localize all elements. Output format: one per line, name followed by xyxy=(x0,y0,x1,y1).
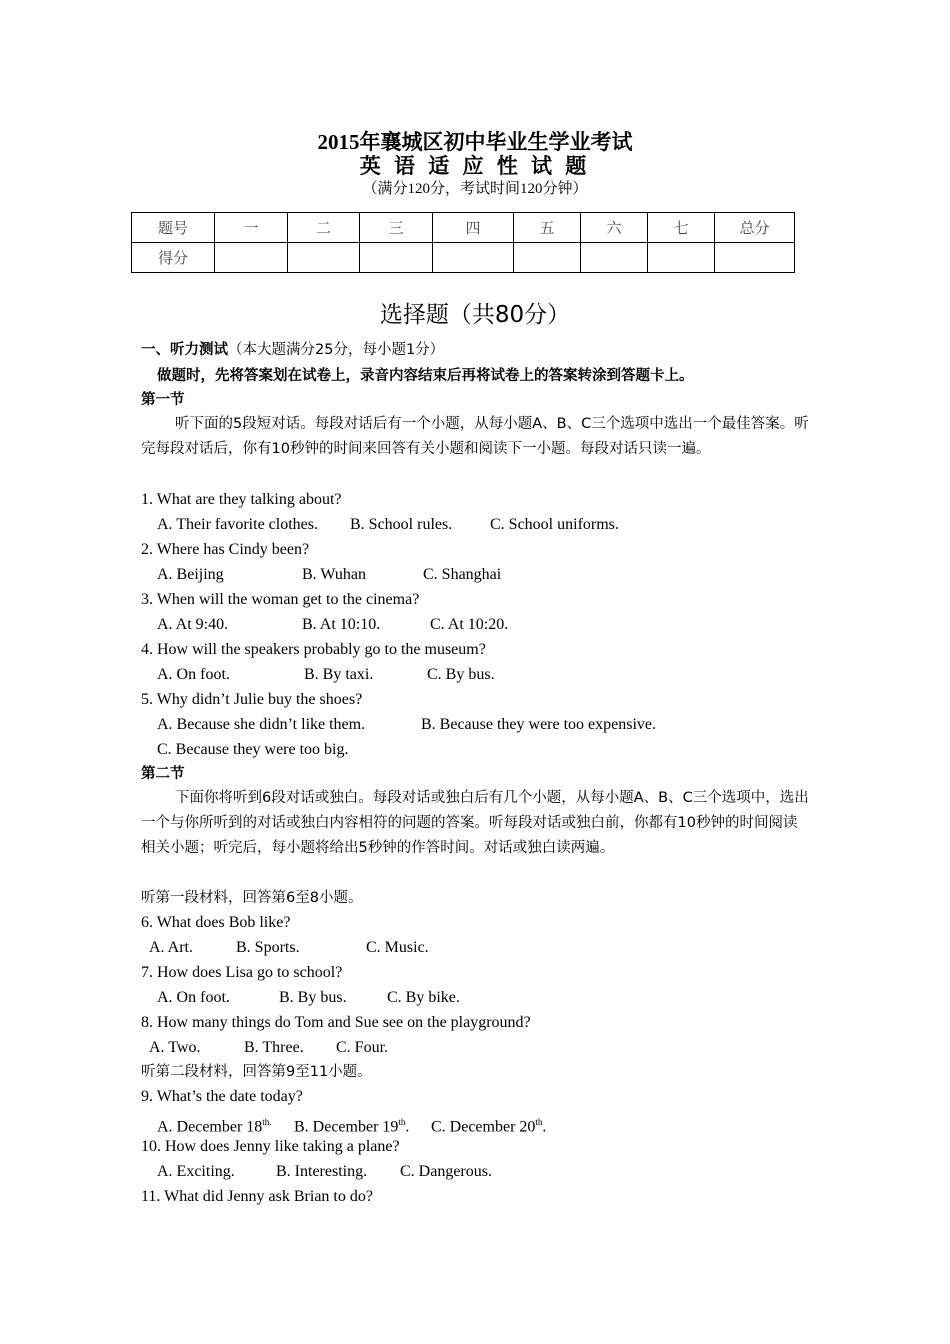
section-label: 第二节 xyxy=(141,766,185,782)
option-b: B. School rules. xyxy=(350,516,453,533)
score-cell xyxy=(514,243,581,273)
option-b: B. By taxi. xyxy=(304,666,374,683)
option-b: B. By bus. xyxy=(279,989,347,1006)
option-c: C. Shanghai xyxy=(423,566,502,583)
option-a: A. Beijing xyxy=(157,566,224,583)
option-a: A. Art. xyxy=(149,939,193,956)
option-a: A. Exciting. xyxy=(157,1163,235,1180)
question-text: 9. What’s the date today? xyxy=(141,1088,303,1105)
option-b: B. Three. xyxy=(244,1039,304,1056)
question-text: 10. How does Jenny like taking a plane? xyxy=(141,1138,400,1155)
material-label: 听第一段材料，回答第6至8小题。 xyxy=(141,890,363,906)
score-cell xyxy=(288,243,360,273)
section-title: 选择题（共80分） xyxy=(379,302,571,328)
option-b xyxy=(294,1112,409,1137)
ordinal-suffix: th. xyxy=(262,1117,272,1127)
score-table-cell: 七 xyxy=(648,213,715,243)
score-table-cell: 题号 xyxy=(132,213,215,243)
question-text: 11. What did Jenny ask Brian to do? xyxy=(141,1188,373,1205)
question-text: 8. How many things do Tom and Sue see on the playground? xyxy=(141,1014,531,1031)
option-a: A. Their favorite clothes. xyxy=(157,516,318,533)
option-c-text: C. December 20 xyxy=(431,1118,536,1136)
material-label: 听第二段材料，回答第9至11小题。 xyxy=(141,1064,372,1080)
score-row-label: 得分 xyxy=(132,243,215,273)
part-heading xyxy=(141,340,444,360)
score-table-cell: 三 xyxy=(360,213,433,243)
option-c xyxy=(431,1112,546,1137)
option-a: A. Because she didn’t like them. xyxy=(157,716,366,733)
instruction: 做题时，先将答案划在试卷上，录音内容结束后再将试卷上的答案转涂到答题卡上。 xyxy=(157,368,694,384)
option-c: C. At 10:20. xyxy=(430,616,509,633)
exam-subject-title: 英 语 适 应 性 试 题 xyxy=(359,154,591,178)
option-c: C. School uniforms. xyxy=(490,516,619,533)
option-c: C. Four. xyxy=(336,1039,389,1056)
option-c: C. Dangerous. xyxy=(400,1163,492,1180)
part-heading-note: （本大题满分25分，每小题1分） xyxy=(228,342,445,358)
option-b: B. At 10:10. xyxy=(302,616,381,633)
question-text: 4. How will the speakers probably go to the museum? xyxy=(141,641,486,658)
ordinal-suffix: th xyxy=(398,1117,406,1127)
option-b: B. Because they were too expensive. xyxy=(421,716,657,733)
option-b: B. Wuhan xyxy=(302,566,366,583)
score-table-cell: 二 xyxy=(288,213,360,243)
option-c-end: . xyxy=(542,1118,547,1136)
option-b-end: . xyxy=(405,1118,410,1136)
question-text: 2. Where has Cindy been? xyxy=(141,541,310,558)
score-table xyxy=(131,212,795,273)
exam-info: （满分120分，考试时间120分钟） xyxy=(362,181,588,197)
option-a-text: A. December 18 xyxy=(157,1118,263,1136)
option-b-text: B. December 19 xyxy=(294,1118,399,1136)
ordinal-suffix: th xyxy=(535,1117,543,1127)
score-table-cell: 一 xyxy=(215,213,288,243)
option-b: B. Interesting. xyxy=(276,1163,368,1180)
question-text: 1. What are they talking about? xyxy=(141,491,342,508)
score-cell xyxy=(433,243,514,273)
score-cell xyxy=(715,243,795,273)
option-c: C. Because they were too big. xyxy=(157,741,349,758)
score-table-score-row xyxy=(132,243,795,273)
section-directions: 听下面的5段短对话。每段对话后有一个小题，从每小题A、B、C三个选项中选出一个最佳答案。听完每段对话后，你有10秒钟的时间来回答有关小题和阅读下一小题。每段对话只读一遍。 xyxy=(141,416,809,457)
score-table-cell: 四 xyxy=(433,213,514,243)
option-c: C. By bus. xyxy=(427,666,495,683)
option-a: A. Two. xyxy=(149,1039,201,1056)
score-table-cell: 六 xyxy=(581,213,648,243)
option-c: C. Music. xyxy=(366,939,429,956)
question-text: 7. How does Lisa go to school? xyxy=(141,964,343,981)
score-cell xyxy=(581,243,648,273)
question-text: 6. What does Bob like? xyxy=(141,914,291,931)
option-a: A. On foot. xyxy=(157,989,230,1006)
score-table-cell: 总分 xyxy=(715,213,795,243)
question-text: 5. Why didn’t Julie buy the shoes? xyxy=(141,691,363,708)
score-cell xyxy=(648,243,715,273)
score-table-header-row xyxy=(132,213,795,243)
option-a xyxy=(157,1112,272,1137)
option-b: B. Sports. xyxy=(236,939,300,956)
option-a: A. On foot. xyxy=(157,666,230,683)
section-directions: 下面你将听到6段对话或独白。每段对话或独白后有几个小题，从每小题A、B、C三个选项中，选出一个与你所听到的对话或独白内容相符的问题的答案。听每段对话或独白前，你都有10秒钟的时间阅读相关小题；听完后，每小题将给出5秒钟的作答时间。对话或独白读两遍。 xyxy=(141,790,809,856)
score-cell xyxy=(215,243,288,273)
score-cell xyxy=(360,243,433,273)
part-heading-label: 一、听力测试 xyxy=(141,342,228,358)
question-text: 3. When will the woman get to the cinema? xyxy=(141,591,420,608)
exam-title: 2015年襄城区初中毕业生学业考试 xyxy=(317,130,633,154)
option-c: C. By bike. xyxy=(387,989,460,1006)
section-label: 第一节 xyxy=(141,392,185,408)
score-table-cell: 五 xyxy=(514,213,581,243)
option-a: A. At 9:40. xyxy=(157,616,229,633)
